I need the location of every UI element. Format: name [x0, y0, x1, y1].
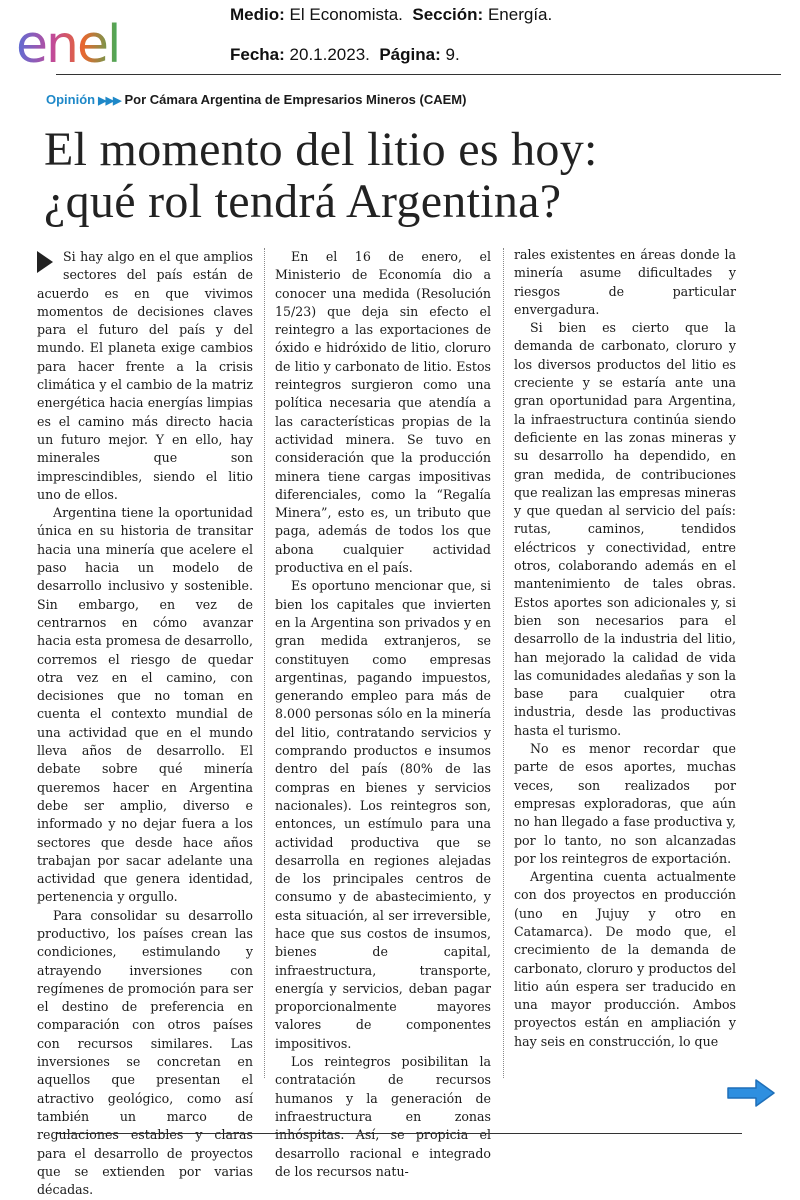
meta-line-source: [230, 5, 552, 25]
paragraph: Los reintegros posibilitan la contratación de recursos humanos y la generación de infraestructura en zonas inhóspitas. Así, se propicia el desarrollo racional e integrado de los recursos natu-: [275, 1054, 491, 1179]
section-line: [46, 92, 466, 107]
paragraph: Si bien es cierto que la demanda de carbonato, cloruro y los diversos productos del litio es creciente y se estaría ante una gran oportunidad para Argentina, la infraestructura continúa siendo deficiente en las zonas mineras y su desarrollo ha dependido, en gran medida, de contribuciones que realizan las empresas mineras y que quedan al servicio del país: rutas, caminos, tendidos eléctricos y conectividad, entre otros, colaborando además en el mantenimiento de tales obras. Estos aportes son adicionales y, si bien son necesarios para el desarrollo de la industria del litio, han mejorado la calidad de vida las comunidades aledañas y son la base para cualquier otra industria, desde las productivas hasta el turismo.: [514, 320, 736, 738]
pagina-value: 9.: [445, 45, 460, 64]
paragraph: En el 16 de enero, el Ministerio de Economía dio a conocer una medida (Resolución 15/23) que deja sin efecto el reintegro a las exportaciones de óxido e hidróxido de litio, cloruro de litio y carbonato de litio. Estos reintegros surgieron como una política necesaria que atendía a las características propias de la actividad minera. Se tuvo en consideración que la producción minera tiene cargas impositivas diferenciales, como la “Regalía Minera”, esto es, un tributo que paga, además de todos los que abona cualquier actividad productiva en el país.: [275, 249, 491, 576]
meta-line-date: [230, 45, 460, 65]
paragraph: Es oportuno mencionar que, si bien los capitales que invierten en la Argentina son privados y en gran medida extranjeros, se constituyen como empresas argentinas, pagando impuestos, generando empleo para más de 8.000 personas sólo en la minería del litio, contratando servicios y comprando productos e insumos dentro del país (80% de las compras en bienes y servicios nacionales). Los reintegros son, entonces, un estímulo para una actividad productiva que se desarrolla en regiones alejadas de los principales centros de consumo y de abastecimiento, y esta situación, al ser irreversible, hace que sus costos de insumos, bienes de capital, infraestructura, transporte, energía y servicios, deban pagar proporcionalmente mayores valores de componentes impositivos.: [275, 578, 491, 1051]
section-label: Opinión: [46, 92, 96, 107]
medio-value: El Economista.: [289, 5, 403, 24]
bottom-divider: [56, 1133, 742, 1134]
seccion-label: Sección:: [412, 5, 484, 24]
column-divider: [503, 248, 504, 1078]
article-column-1: [37, 248, 253, 1199]
logo-text: enel: [16, 15, 120, 72]
seccion-value: Energía.: [487, 5, 553, 24]
headline: [44, 124, 764, 228]
paragraph: Para consolidar su desarrollo productivo, los países crean las condiciones, estimulando y atrayendo inversiones con regímenes de promoción para ser el destino de preferencia en comparación con otros países con recursos similares. Las inversiones se concretan en aquellos que presentan el atractivo geológico, como así también un marco de regulaciones estables y claras para el desarrollo de proyectos que se extienden por varias décadas.: [37, 907, 253, 1198]
headline-line-1: El momento del litio es hoy:: [44, 123, 598, 176]
fecha-value: 20.1.2023.: [289, 45, 370, 64]
triangle-marker-icon: [37, 251, 53, 273]
paragraph: Argentina cuenta actualmente con dos proyectos en producción (uno en Jujuy y otro en Catamarca). De modo que, el crecimiento de la demanda de carbonato, cloruro y productos del litio aún espera ser traducido en una mayor producción. Ambos proyectos están en ampliación y hay seis en construcción, lo que: [514, 869, 736, 1049]
paragraph-text: Si hay algo en el que amplios sectores del país están de acuerdo es en que vivimos momentos de decisiones claves para el futuro del país y del mundo. El planeta exige cambios para hacer frente a la crisis climática y el cambio de la matriz energética hacia energías limpias es el camino más directo hacia un futuro mejor. Y en ello, hay minerales que son imprescindibles, siendo el litio uno de ellos.: [37, 249, 253, 502]
paragraph: No es menor recordar que parte de esos aportes, muchas veces, son realizados por empresas exploradoras, que aún no han llegado a fase productiva y, por lo tanto, no son alcanzadas por los reintegros de exportación.: [514, 741, 736, 866]
headline-line-2: ¿qué rol tendrá Argentina?: [44, 175, 562, 228]
paragraph: Argentina tiene la oportunidad única en su historia de transitar hacia una minería que acelere el paso hacia un modelo de desarrollo inclusivo y sostenible. Sin embargo, en vez de centrarnos en cómo avanzar hacia esta promesa de desarrollo, corremos el riesgo de quedar otra vez en el camino, con decisiones que no toman en cuenta el contexto mundial de una actividad que en el mundo lleva años de desarrollo. El debate sobre qué minería queremos hacer en Argentina debe ser amplio, diverso e informado y no dejar fuera a los sectores que desde hace años trabajan por sacar adelante una actividad que genera identidad, pertenencia y orgullo.: [37, 505, 254, 905]
paragraph: [37, 248, 253, 504]
right-arrow-icon[interactable]: [726, 1078, 776, 1108]
fecha-label: Fecha:: [230, 45, 285, 64]
triple-arrow-icon: ▶▶▶: [98, 95, 121, 107]
byline: Por Cámara Argentina de Empresarios Mineros (CAEM): [124, 92, 467, 107]
article-column-2: [275, 248, 491, 1181]
paragraph: rales existentes en áreas donde la minería asume dificultades y riesgos de particular envergadura.: [514, 247, 736, 317]
enel-logo: [14, 14, 174, 72]
top-divider: [56, 74, 781, 75]
column-divider: [264, 248, 265, 1078]
medio-label: Medio:: [230, 5, 285, 24]
pagina-label: Página:: [379, 45, 441, 64]
article-column-3: [514, 246, 736, 1051]
